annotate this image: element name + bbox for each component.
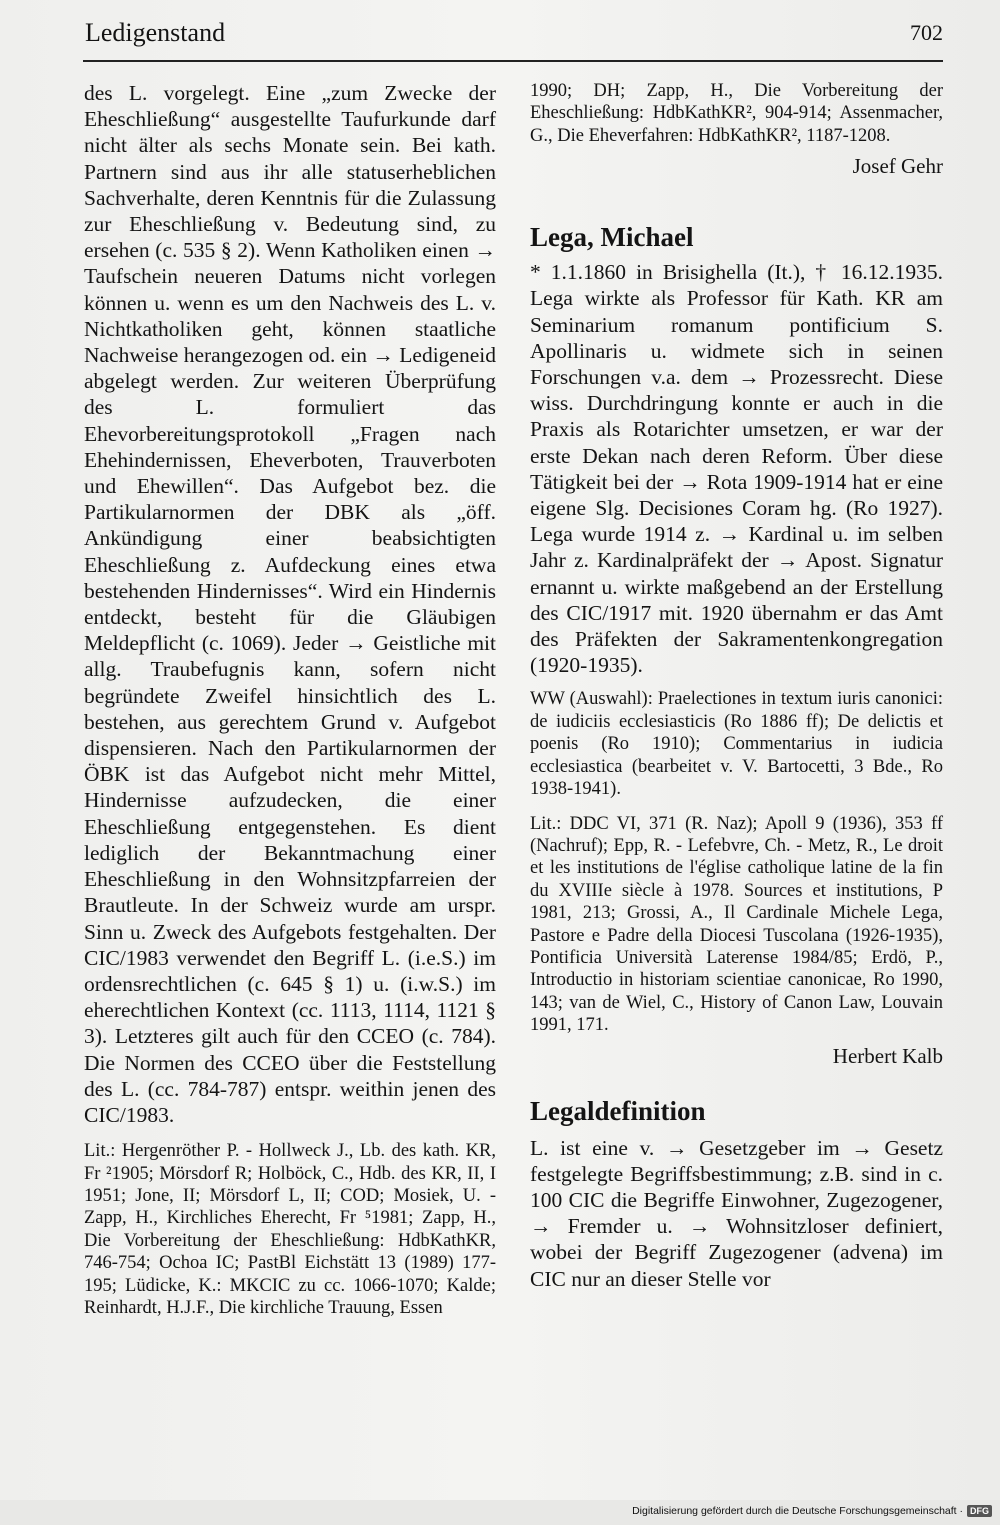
right-column [530, 80, 943, 1292]
digitization-footer [632, 1505, 992, 1517]
running-head: Ledigenstand [85, 18, 226, 47]
footer-text: Digitalisierung gefördert durch die Deutsche Forschungsgemeinschaft · [632, 1505, 963, 1517]
author-signature: Herbert Kalb [832, 1043, 943, 1068]
legaldefinition-body: L. ist eine v. → Gesetzgeber im → Gesetz festgelegte Begriffsbestimmung; z.B. sind in c. 100 CIC die Begriffe Einwohner, Zugezogener, → Fremder u. → Wohnsitzloser definiert, wobei der Begriff Zugezogener (advena) im CIC nur an dieser Stelle vor [530, 1135, 943, 1291]
left-column [84, 80, 496, 1319]
page-number: 702 [910, 20, 943, 45]
entry-headword-legaldefinition: Legaldefinition [530, 1095, 706, 1126]
ledigenstand-body: des L. vorgelegt. Eine „zum Zwecke der Eheschließung“ ausgestellte Taufurkunde darf nicht älter als sechs Monate sein. Bei kath. Partnern sind aus ihr alle statuserheblichen Sachverhalte, deren Kenntnis für die Zulassung zur Eheschließung v. Bedeutung sind, zu ersehen (c. 535 § 2). Wenn Katholiken einen → Taufschein neueren Datums nicht vorlegen können u. wenn es um den Nachweis des L. v. Nichtkatholiken geht, können staatliche Nachweise herangezogen od. ein → Ledigeneid abgelegt werden. Zur weiteren Überprüfung des L. formuliert das Ehevorbereitungsprotokoll „Fragen nach Ehehindernissen, Eheverboten, Trauverboten und Ehewillen“. Das Aufgebot bez. die Partikularnormen der DBK als „öff. Ankündigung einer beabsichtigten Eheschließung z. Aufdeckung eines etwa bestehenden Hindernisses“. Wird ein Hindernis entdeckt, besteht für die Gläubigen Meldepflicht (c. 1069). Jeder → Geistliche mit allg. Traubefugnis kann, sofern nicht begründete Zweifel hinsichtlich des L. bestehen, aus gerechtem Grund v. Aufgebot dispensieren. Nach den Partikularnormen der ÖBK ist das Aufgebot nicht mehr Mittel, Hindernisse aufzudecken, die einer Eheschließung entgegenstehen. Es dient lediglich der Bekanntmachung einer Eheschließung in den Wohnsitzpfarreien der Brautleute. In der Schweiz wurde am urspr. Sinn u. Zweck des Aufgebots festgehalten. Der CIC/1983 verwendet den Begriff L. (i.e.S.) im ordensrechtlichen (c. 645 § 1) u. (i.w.S.) im eherechtlichen Kontext (cc. 1113, 1114, 1121 § 3). Letzteres gilt auch für den CCEO (c. 784). Die Normen des CCEO über die Feststellung des L. (cc. 784-787) entspr. weithin jenen des CIC/1983. [84, 81, 496, 1127]
author-signature: Josef Gehr [852, 154, 943, 179]
ledigenstand-literature: Lit.: Hergenröther P. - Hollweck J., Lb. des kath. KR, Fr ²1905; Mörsdorf R; Holböck, C., Hdb. des KR, II, I 1951; Jone, II; Mörsdorf L, II; COD; Mosiek, U. - Zapp, H., Kirchliches Eherecht, Fr ⁵1981; Zapp, H., Die Vorbereitung der Eheschließung: HdbKathKR, 746-754; Ochoa IC; PastBl Eichstätt 13 (1989) 177-195; Lüdicke, K.: MKCIC zu cc. 1066-1070; Kalde; Reinhardt, H.J.F., Die kirchliche Trauung, Essen [84, 1141, 496, 1318]
lega-works: WW (Auswahl): Praelectiones in textum iuris canonici: de iudiciis ecclesiasticis (Ro 1886 ff); De delictis et poenis (Ro 1910); Commentarius in iudicia ecclesiastica (bearbeitet v. V. Bartocetti, 3 Bde., Ro 1938-1941). [530, 689, 943, 800]
lega-body: * 1.1.1860 in Brisighella (It.), † 16.12.1935. Lega wirkte als Professor für Kath. KR am Seminarium romanum pontificium S. Apollinaris u. widmete sich in seinen Forschungen v.a. dem → Prozessrecht. Diese wiss. Durchdringung konnte er auch in die Praxis als Rotarichter umsetzen, er war der erste Dekan nach deren Reform. Über diese Tätigkeit bei der → Rota 1909-1914 hat er eine eigene Slg. Decisiones Coram hg. (Ro 1927). Lega wurde 1914 z. → Kardinal u. im selben Jahr z. Kardinalpräfekt der → Apost. Signatur ernannt u. wirkte maßgebend an der Erstellung des CIC/1917 mit. 1920 übernahm er das Amt des Präfekten der Sakramentenkongregation (1920-1935). [530, 260, 943, 678]
entry-headword-lega: Lega, Michael [530, 222, 694, 253]
header-rule [83, 60, 943, 62]
literature-continuation: 1990; DH; Zapp, H., Die Vorbereitung der Eheschließung: HdbKathKR², 904-914; Assenmacher, G., Die Eheverfahren: HdbKathKR², 1187-1208. [530, 81, 943, 146]
dfg-logo: DFG [967, 1505, 992, 1517]
lega-literature: Lit.: DDC VI, 371 (R. Naz); Apoll 9 (1936), 353 ff (Nachruf); Epp, R. - Lefebvre, Ch. - Metz, R., Le droit et les institutions de l'église catholique latine de la fin du XVIIIe siècle à 1978. Sources et institutions, P 1981, 213; Grossi, A., Il Cardinale Michele Lega, Pastore e Padre della Diocesi Tuscolana (1926-1935), Pontificia Università Laterense 1984/85; Erdö, P., Introductio in historiam scientiae canonicae, Ro 1990, 143; van de Wiel, C., History of Canon Law, Louvain 1991, 171. [530, 813, 943, 1036]
